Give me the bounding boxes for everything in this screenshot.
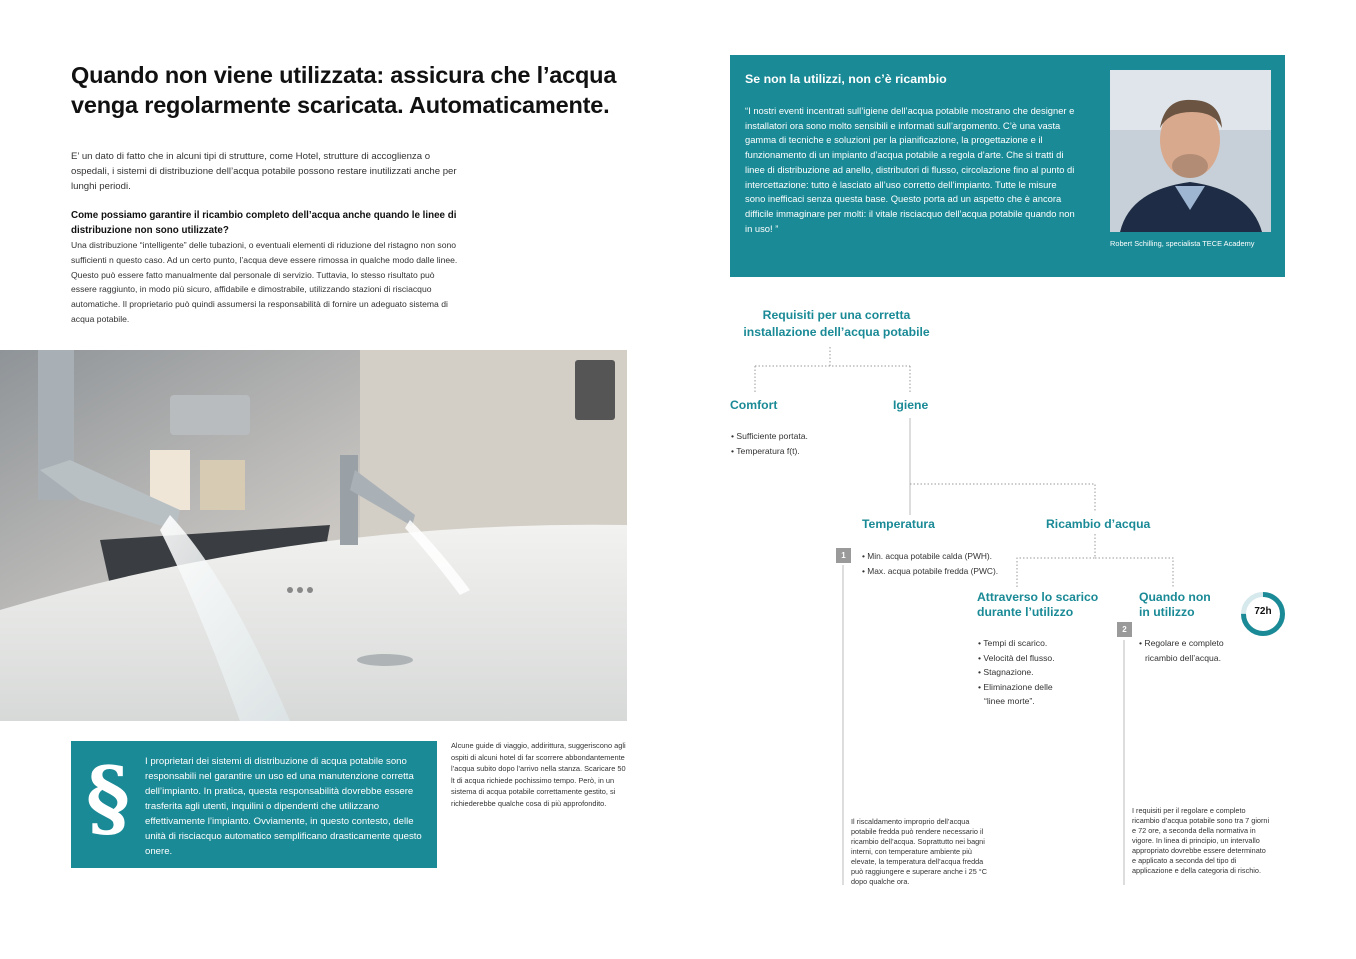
scarico-line-2: durante l’utilizzo [977,605,1074,619]
nonuso-list [1139,636,1224,665]
node-temperatura: Temperatura [862,517,935,531]
question-heading: Come possiamo garantire il ricambio completo dell’acqua anche quando le linee di distribuzione non sono utilizzate? [71,210,457,236]
list-item: “linee morte”. [984,696,1035,707]
list-item: • Min. acqua potabile calda (PWH). [862,551,993,561]
number-badge-1: 1 [836,548,851,563]
list-item: ricambio dell’acqua. [1145,652,1221,663]
intro-paragraph: E’ un dato di fatto che in alcuni tipi di strutture, come Hotel, strutture di accoglienza o ospedali, i sistemi di distribuzione dell’acqua potabile possono restare inutilizzati anche per lunghi periodi. [71,151,457,192]
node-non-uso [1139,590,1211,620]
list-item: • Regolare e completo [1139,638,1224,648]
footnote-1: Il riscaldamento improprio dell’acqua potabile fredda può rendere necessario il ricambio dell’acqua. Soprattutto nei bagni interni, con temperature ambiente più elevate, la temperatura dell’acqua fredda può raggiungere e superare anche i 25 °C dopo qualche ora. [851,817,987,886]
temperatura-list [862,549,998,578]
list-item: • Max. acqua potabile fredda (PWC). [862,565,999,576]
footnote-2: I requisiti per il regolare e completo ricambio d’acqua potabile sono tra 7 giorni e 72 ore, a seconda della normativa in vigore. In linea di principio, un intervallo appropriato dovrebbe essere determinato e applicato a seconda del tipo di applicazione e della categoria di rischio. [1132,806,1270,875]
nonuso-line-1: Quando non [1139,590,1211,604]
list-item: • Stagnazione. [978,667,1034,678]
portrait-caption: Robert Schilling, specialista TECE Academy [1110,239,1255,248]
list-item: • Sufficiente portata. [731,431,808,441]
list-item: • Velocità del flusso. [978,652,1055,663]
diagram-root [730,307,943,341]
scarico-list [978,636,1055,709]
list-item: • Temperatura f(t). [731,445,800,456]
side-note: Alcune guide di viaggio, addirittura, suggeriscono agli ospiti di alcuni hotel di far scorrere abbondantemente l’acqua subito dopo l’arrivo nella stanza. Scaricare 50 lt di acqua richiede pochissimo tempo. Però, in un sistema di acqua potabile correttamente gestito, si richiederebbe qualche cosa di più approfondito. [451,741,626,808]
scarico-line-1: Attraverso lo scarico [977,590,1099,604]
node-comfort: Comfort [730,398,778,412]
paragraph-symbol-icon: § [86,748,130,847]
headline-line-2: venga regolarmente scaricata. Automaticamente. [71,92,610,118]
node-scarico [977,590,1098,620]
timer-72h-badge [1240,591,1286,637]
headline-line-1: Quando non viene utilizzata: assicura che l’acqua [71,62,617,88]
list-item: • Tempi di scarico. [978,638,1048,648]
list-item: • Eliminazione delle [978,681,1053,692]
root-line-1: Requisiti per una corretta [762,308,911,322]
answer-paragraph: Una distribuzione “intelligente” delle tubazioni, o eventuali elementi di riduzione del ristagno non sono sufficienti n questo caso. Ad un certo punto, l’acqua deve essere rimossa in qualche modo dalle linee. Questo può essere fatto manualmente dal personale di servizio. Tuttavia, lo stesso risultato può essere raggiunto, in modo più sicuro, affidabile e dimostrabile, utilizzando stazioni di risciacquo automatiche. Il proprietario può quindi assumersi la responsabilità di fornire un adeguato sistema di acqua potabile. [71,240,458,324]
number-badge-2: 2 [1117,622,1132,637]
comfort-list [731,429,808,458]
node-ricambio: Ricambio d’acqua [1046,517,1151,531]
legal-text: I proprietari dei sistemi di distribuzione di acqua potabile sono responsabili nel garantire un uso ed una manutenzione corretta dell’impianto. In pratica, questa responsabilità dovrebbe essere trasferita agli utenti, inquilini o dipendenti che utilizzano effettivamente l’impianto. Ovviamente, in questo contesto, delle unità di risciacquo automatico semplificano drasticamente questo onere. [145,756,422,857]
nonuso-line-2: in utilizzo [1139,605,1195,619]
quote-title: Se non la utilizzi, non c’è ricambio [745,72,947,86]
node-igiene: Igiene [893,398,929,412]
timer-label: 72h [1254,606,1272,617]
root-line-2: installazione dell’acqua potabile [743,325,930,339]
quote-text: “I nostri eventi incentrati sull’igiene dell’acqua potabile mostrano che designer e installatori ora sono molto sensibili e informati sull’argomento. C’è una vasta gamma di tecniche e soluzioni per la pianificazione, la progettazione e il funzionamento di un impianto d’acqua potabile a regola d’arte. Che si tratti di linee di distribuzione ad anello, distributori di flusso, circolazione fino al punto di intercettazione: tutto è lasciato all’uso corretto dell’impianto. Tutte le misure sono inefficaci senza questa base. Questo porta ad un aspetto che è ancora difficile immaginare per molti: il vitale risciacquo dell’acqua potabile quando non in uso! ” [745,105,1075,234]
